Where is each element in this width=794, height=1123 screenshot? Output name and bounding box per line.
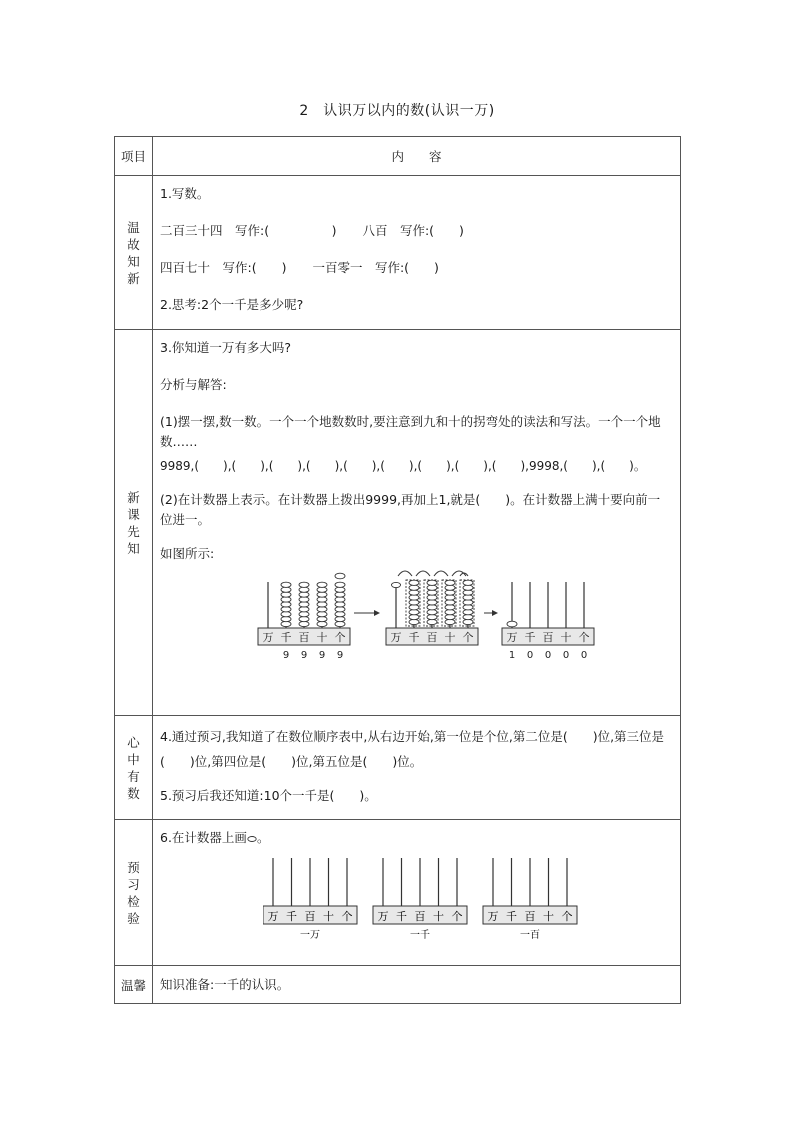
abacus-bead	[427, 590, 437, 595]
abacus-bead	[317, 617, 327, 622]
abacus-bead	[463, 600, 473, 605]
abacus-bead	[463, 610, 473, 615]
abacus-bead	[409, 619, 419, 624]
worksheet-table	[114, 136, 681, 1004]
place-ge-2: 个	[462, 631, 474, 644]
abacus-bead	[299, 621, 309, 626]
abacus-bead	[463, 595, 473, 600]
label-warmup-cell	[115, 176, 153, 330]
abacus-bead	[299, 592, 309, 597]
abacus-bead	[445, 600, 455, 605]
place-label: 百	[414, 910, 426, 923]
digit-3: 9	[318, 650, 326, 660]
header-project: 项目	[115, 137, 153, 176]
abacus-bead	[281, 602, 291, 607]
empty-abacus	[483, 858, 577, 941]
abacus-bead	[409, 610, 419, 615]
abacus-bead	[299, 617, 309, 622]
abacus-diagram	[250, 568, 670, 660]
abacus-bead	[335, 582, 345, 587]
place-wan-3: 万	[506, 631, 518, 644]
abacus-bead	[317, 587, 327, 592]
abacus-bead	[427, 580, 437, 585]
p2: (2)在计数器上表示。在计数器上拨出9999,再加上1,就是( )。在计数器上满十要向前一位进一。	[160, 492, 661, 527]
abacus-bead	[317, 612, 327, 617]
place-label: 万	[377, 910, 389, 923]
q1-line-1	[160, 221, 672, 241]
place-shi-3: 十	[560, 631, 572, 644]
abacus-bead	[463, 615, 473, 620]
place-label: 万	[267, 910, 279, 923]
abacus-bead	[335, 617, 345, 622]
p1: (1)摆一摆,数一数。一个一个地数数时,要注意到九和十的拐弯处的读法和写法。一个一个地数……	[160, 414, 661, 449]
q4: 4.通过预习,我知道了在数位顺序表中,从右边开始,第一位是个位,第二位是( )位,第三位是( )位,第四位是( )位,第五位是( )位。	[160, 729, 665, 769]
abacus-bead	[409, 615, 419, 620]
abacus-bead	[335, 607, 345, 612]
abacus-caption: 一万	[300, 930, 320, 941]
abacus-bead	[463, 585, 473, 590]
abacus-bead	[317, 602, 327, 607]
abacus-caption: 一千	[410, 930, 430, 941]
digit-4: 9	[336, 650, 344, 660]
extra-bead	[335, 573, 345, 579]
check-figure	[160, 854, 672, 949]
place-shi-2: 十	[444, 631, 456, 644]
abacus-figure	[160, 568, 672, 660]
place-qian-3: 千	[524, 631, 536, 644]
abacus-bead	[281, 582, 291, 587]
abacus-bead	[427, 600, 437, 605]
abacus-10000	[502, 582, 594, 660]
empty-abacus-diagram	[263, 854, 593, 949]
content-tips	[153, 966, 681, 1004]
digit-d: 0	[562, 650, 570, 660]
abacus-9999	[258, 573, 350, 660]
abacus-bead	[281, 597, 291, 602]
label-mind-cell	[115, 716, 153, 820]
header-content: 内 容	[153, 137, 681, 176]
digit-a: 1	[508, 650, 516, 660]
q1-c: 四百七十 写作:( )	[160, 260, 287, 275]
q6-end: 。	[256, 830, 270, 845]
abacus-bead	[335, 592, 345, 597]
row-check	[115, 820, 681, 966]
place-label: 千	[506, 910, 517, 923]
digit-e: 0	[580, 650, 588, 660]
q3: 3.你知道一万有多大吗?	[160, 340, 292, 355]
q6-text: 6.在计数器上画	[160, 830, 247, 845]
abacus-bead	[299, 612, 309, 617]
place-ge-3: 个	[578, 631, 590, 644]
row-warmup	[115, 176, 681, 330]
abacus-bead	[335, 587, 345, 592]
q1-a: 二百三十四 写作:( )	[160, 223, 337, 238]
label-check: 预习检验	[127, 859, 140, 926]
q1-b: 八百 写作:( )	[362, 223, 464, 238]
place-label: 百	[304, 910, 316, 923]
digit-c: 0	[544, 650, 552, 660]
abacus-bead	[281, 621, 291, 626]
row-tips	[115, 966, 681, 1004]
abacus-bead	[427, 610, 437, 615]
abacus-carry	[386, 571, 478, 645]
label-tips: 温馨	[120, 977, 146, 993]
abacus-bead	[427, 605, 437, 610]
header-row	[115, 137, 681, 176]
place-wan-2: 万	[390, 631, 402, 644]
abacus-bead	[317, 592, 327, 597]
place-shi: 十	[316, 631, 328, 644]
place-label: 个	[341, 910, 353, 923]
digit-b: 0	[526, 650, 534, 660]
analysis-label: 分析与解答:	[160, 377, 227, 392]
abacus-bead	[445, 595, 455, 600]
place-label: 百	[524, 910, 536, 923]
abacus-bead	[445, 590, 455, 595]
label-mind: 心中有数	[127, 734, 140, 801]
abacus-bead	[281, 607, 291, 612]
abacus-bead	[445, 605, 455, 610]
q2: 2.思考:2个一千是多少呢?	[160, 297, 304, 312]
abacus-bead	[281, 617, 291, 622]
place-bai-2: 百	[426, 631, 438, 644]
abacus-bead	[317, 582, 327, 587]
arrow-right-icon	[354, 610, 380, 616]
abacus-bead	[409, 600, 419, 605]
content-mind	[153, 716, 681, 820]
q5: 5.预习后我还知道:10个一千是( )。	[160, 788, 377, 803]
abacus-bead	[335, 621, 345, 626]
abacus-bead	[299, 587, 309, 592]
abacus-bead	[427, 585, 437, 590]
abacus-bead	[317, 607, 327, 612]
place-label: 十	[543, 910, 554, 923]
content-warmup	[153, 176, 681, 330]
abacus-bead	[409, 585, 419, 590]
label-warmup: 温故知新	[127, 219, 140, 286]
abacus-bead	[463, 605, 473, 610]
abacus-bead	[445, 580, 455, 585]
abacus-bead	[409, 595, 419, 600]
abacus-bead	[281, 587, 291, 592]
q1-title: 1.写数。	[160, 186, 210, 201]
q1-d: 一百零一 写作:( )	[312, 260, 439, 275]
place-label: 十	[323, 910, 334, 923]
place-label: 万	[487, 910, 499, 923]
abacus-bead	[445, 610, 455, 615]
count-sequence: 9989,( ),( ),( ),( ),( ),( ),( ),( ),( ),9998,( ),( )。	[160, 459, 646, 473]
abacus-bead	[335, 612, 345, 617]
abacus-bead	[463, 619, 473, 624]
q1-line-2	[160, 258, 672, 278]
empty-abacus	[263, 858, 357, 941]
place-ge: 个	[334, 631, 346, 644]
place-label: 十	[433, 910, 444, 923]
place-qian: 千	[280, 631, 292, 644]
abacus-bead	[427, 595, 437, 600]
place-label: 千	[396, 910, 407, 923]
abacus-bead	[445, 619, 455, 624]
abacus-bead	[409, 590, 419, 595]
page-title: 2 认识万以内的数(认识一万)	[299, 103, 495, 119]
abacus-bead	[317, 597, 327, 602]
carry-arcs	[398, 571, 468, 576]
label-tips-cell	[115, 966, 153, 1004]
place-label: 个	[561, 910, 573, 923]
abacus-bead	[427, 615, 437, 620]
q6	[160, 828, 672, 848]
abacus-bead	[463, 590, 473, 595]
abacus-bead	[427, 619, 437, 624]
place-bai-3: 百	[542, 631, 554, 644]
abacus-bead	[299, 582, 309, 587]
abacus-bead	[281, 612, 291, 617]
content-check	[153, 820, 681, 966]
abacus-bead	[317, 621, 327, 626]
empty-abacus	[373, 858, 467, 941]
abacus-bead	[299, 602, 309, 607]
tips-text: 知识准备:一千的认识。	[160, 976, 290, 992]
abacus-bead	[445, 615, 455, 620]
place-qian-2: 千	[408, 631, 420, 644]
label-newlesson-cell	[115, 330, 153, 716]
place-label: 千	[286, 910, 297, 923]
label-check-cell	[115, 820, 153, 966]
place-wan: 万	[262, 631, 274, 644]
abacus-bead	[445, 585, 455, 590]
figure-caption: 如图所示:	[160, 546, 215, 561]
digit-2: 9	[300, 650, 308, 660]
content-newlesson	[153, 330, 681, 716]
abacus-bead	[409, 605, 419, 610]
abacus-bead	[409, 580, 419, 585]
abacus-caption: 一百	[520, 930, 540, 941]
abacus-bead	[463, 580, 473, 585]
arrow-right-icon	[484, 610, 498, 616]
abacus-bead	[335, 597, 345, 602]
row-mind	[115, 716, 681, 820]
place-label: 个	[451, 910, 463, 923]
row-newlesson	[115, 330, 681, 716]
digit-1: 9	[282, 650, 290, 660]
label-newlesson: 新课先知	[127, 489, 140, 556]
bead-icon	[247, 835, 257, 843]
place-bai: 百	[298, 631, 310, 644]
abacus-bead	[299, 597, 309, 602]
abacus-bead	[335, 602, 345, 607]
abacus-bead	[299, 607, 309, 612]
abacus-bead	[281, 592, 291, 597]
